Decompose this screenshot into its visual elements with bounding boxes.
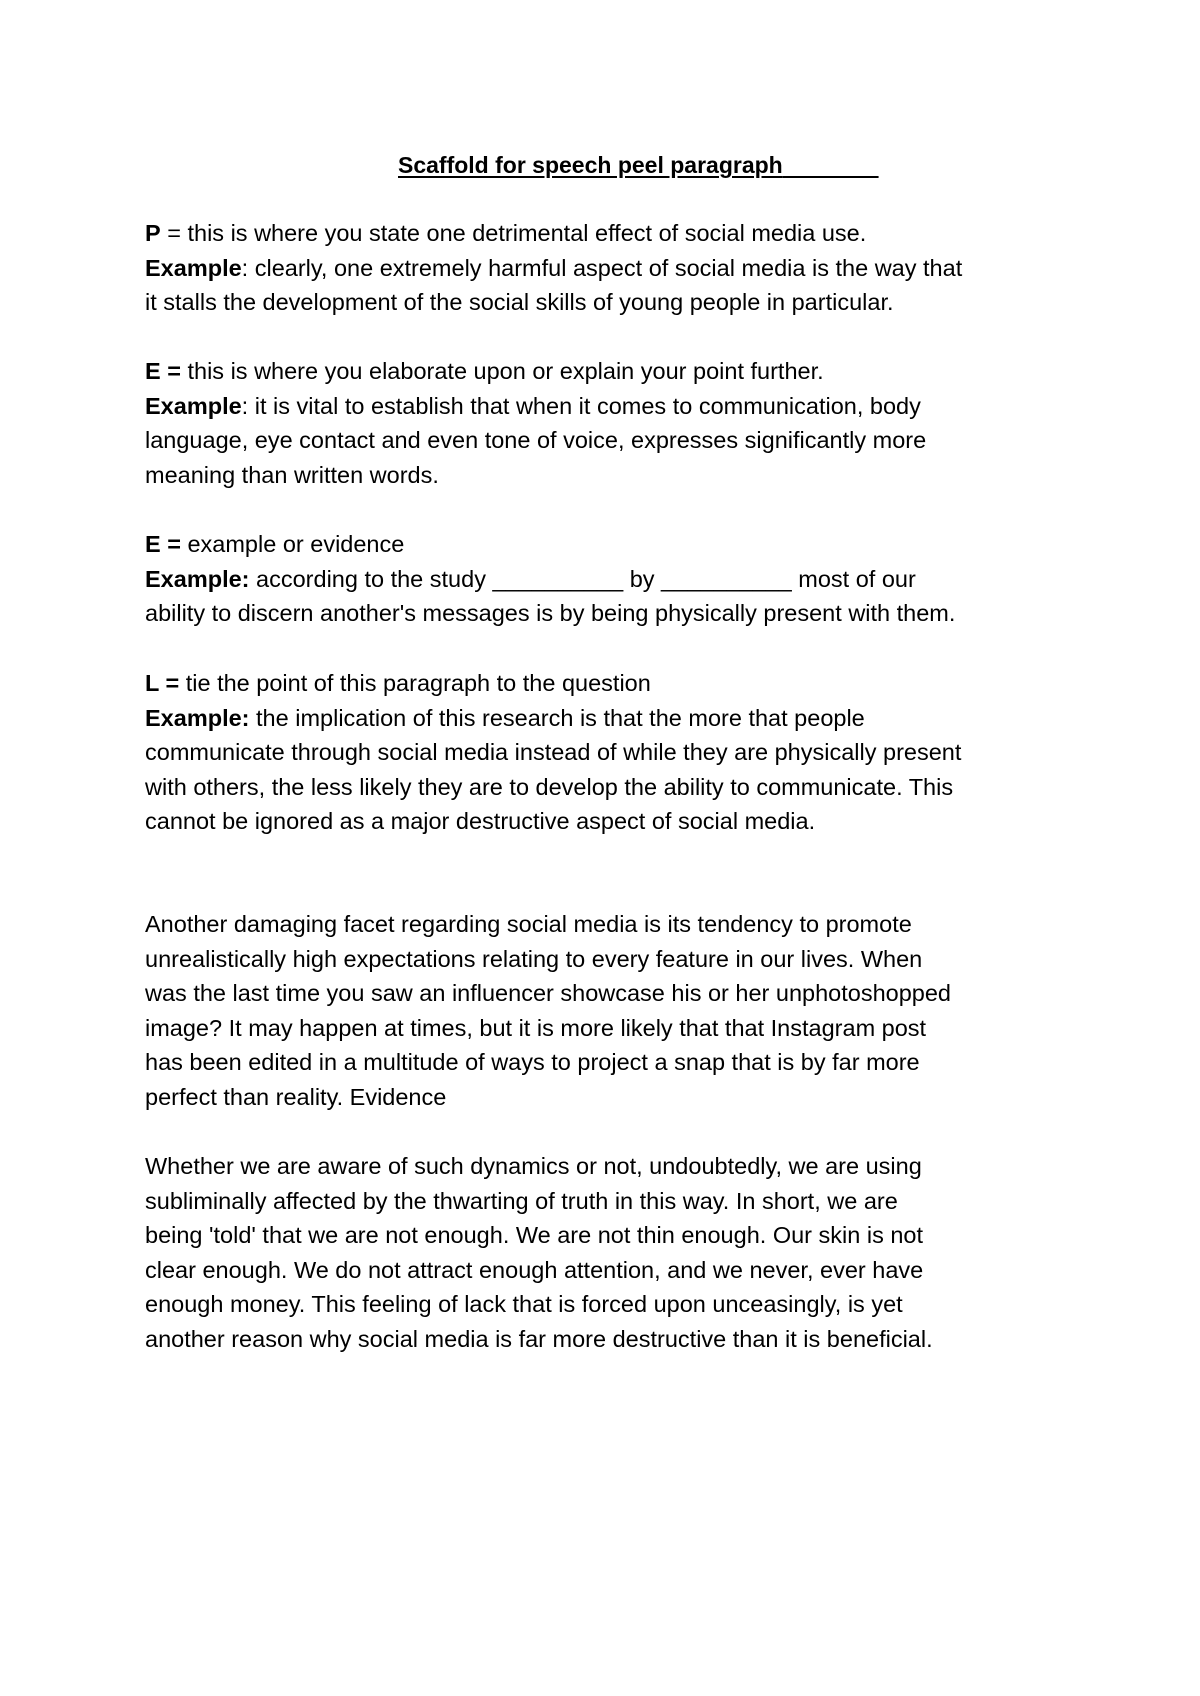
section-text: cannot be ignored as a major destructive aspect of social media. [145, 808, 816, 835]
paragraph-line: image? It may happen at times, but it is more likely that that Instagram post [145, 1014, 927, 1041]
section-elaborate [145, 354, 1085, 492]
section-line [145, 701, 1085, 736]
section-label: Example [145, 392, 242, 419]
paragraph-line: another reason why social media is far more destructive than it is beneficial. [145, 1325, 933, 1352]
paragraph-line: was the last time you saw an influencer showcase his or her unphotoshopped [145, 980, 951, 1007]
title-text: Scaffold for speech peel paragraph [398, 152, 783, 178]
section-line [145, 458, 1085, 493]
section-point [145, 216, 1085, 320]
section-text: ability to discern another's messages is by being physically present with them. [145, 600, 956, 627]
section-text: tie the point of this paragraph to the question [179, 670, 651, 696]
section-line [145, 527, 1085, 562]
section-line [145, 562, 1085, 597]
section-line [145, 735, 1085, 770]
section-text: according to the study __________ by __________ most of our [249, 565, 916, 592]
paragraph-line: clear enough. We do not attract enough attention, and we never, ever have [145, 1256, 924, 1283]
section-line [145, 666, 1085, 701]
section-line [145, 285, 1085, 320]
section-label: L = [145, 670, 180, 696]
section-line [145, 389, 1085, 424]
section-line [145, 770, 1085, 805]
section-text: : clearly, one extremely harmful aspect of social media is the way that [241, 254, 963, 281]
paragraph-line: Whether we are aware of such dynamics or not, undoubtedly, we are using [145, 1153, 922, 1179]
section-label: Example: [145, 704, 250, 731]
paragraph-line: unrealistically high expectations relating to every feature in our lives. When [145, 945, 923, 972]
section-line [145, 804, 1085, 839]
section-text: example or evidence [180, 531, 405, 557]
section-line [145, 354, 1085, 389]
section-line [145, 596, 1085, 631]
section-evidence [145, 527, 1085, 631]
paragraph-line: perfect than reality. Evidence [145, 1083, 447, 1110]
section-text: meaning than written words. [145, 461, 439, 488]
section-label: P [145, 220, 161, 246]
section-label: Example: [145, 565, 250, 592]
section-text: this is where you elaborate upon or explain your point further. [180, 358, 824, 384]
section-line [145, 216, 1085, 251]
page-title [398, 150, 879, 180]
section-text: with others, the less likely they are to develop the ability to communicate. This [145, 773, 954, 800]
section-text: communicate through social media instead of while they are physically present [145, 739, 962, 766]
section-line [145, 251, 1085, 286]
section-label: Example [145, 254, 242, 281]
title-underline-fill [783, 152, 879, 178]
body-paragraph [145, 907, 1085, 1115]
paragraph-line: enough money. This feeling of lack that is forced upon unceasingly, is yet [145, 1291, 903, 1318]
section-text: it stalls the development of the social skills of young people in particular. [145, 289, 894, 316]
section-text: the implication of this research is that the more that people [249, 704, 865, 731]
paragraph-line: has been edited in a multitude of ways to project a snap that is by far more [145, 1049, 920, 1076]
section-label: E = [145, 358, 181, 384]
paragraph-line: Another damaging facet regarding social media is its tendency to promote [145, 911, 912, 937]
section-label: E = [145, 531, 181, 557]
paragraph-line: being 'told' that we are not enough. We are not thin enough. Our skin is not [145, 1222, 924, 1249]
section-text: language, eye contact and even tone of voice, expresses significantly more [145, 427, 927, 454]
section-text: : it is vital to establish that when it comes to communication, body [241, 392, 921, 419]
section-link [145, 666, 1085, 839]
section-text: = this is where you state one detrimental effect of social media use. [160, 220, 867, 246]
paragraph-line: subliminally affected by the thwarting of truth in this way. In short, we are [145, 1187, 898, 1214]
body-paragraph [145, 1149, 1085, 1357]
section-line [145, 423, 1085, 458]
